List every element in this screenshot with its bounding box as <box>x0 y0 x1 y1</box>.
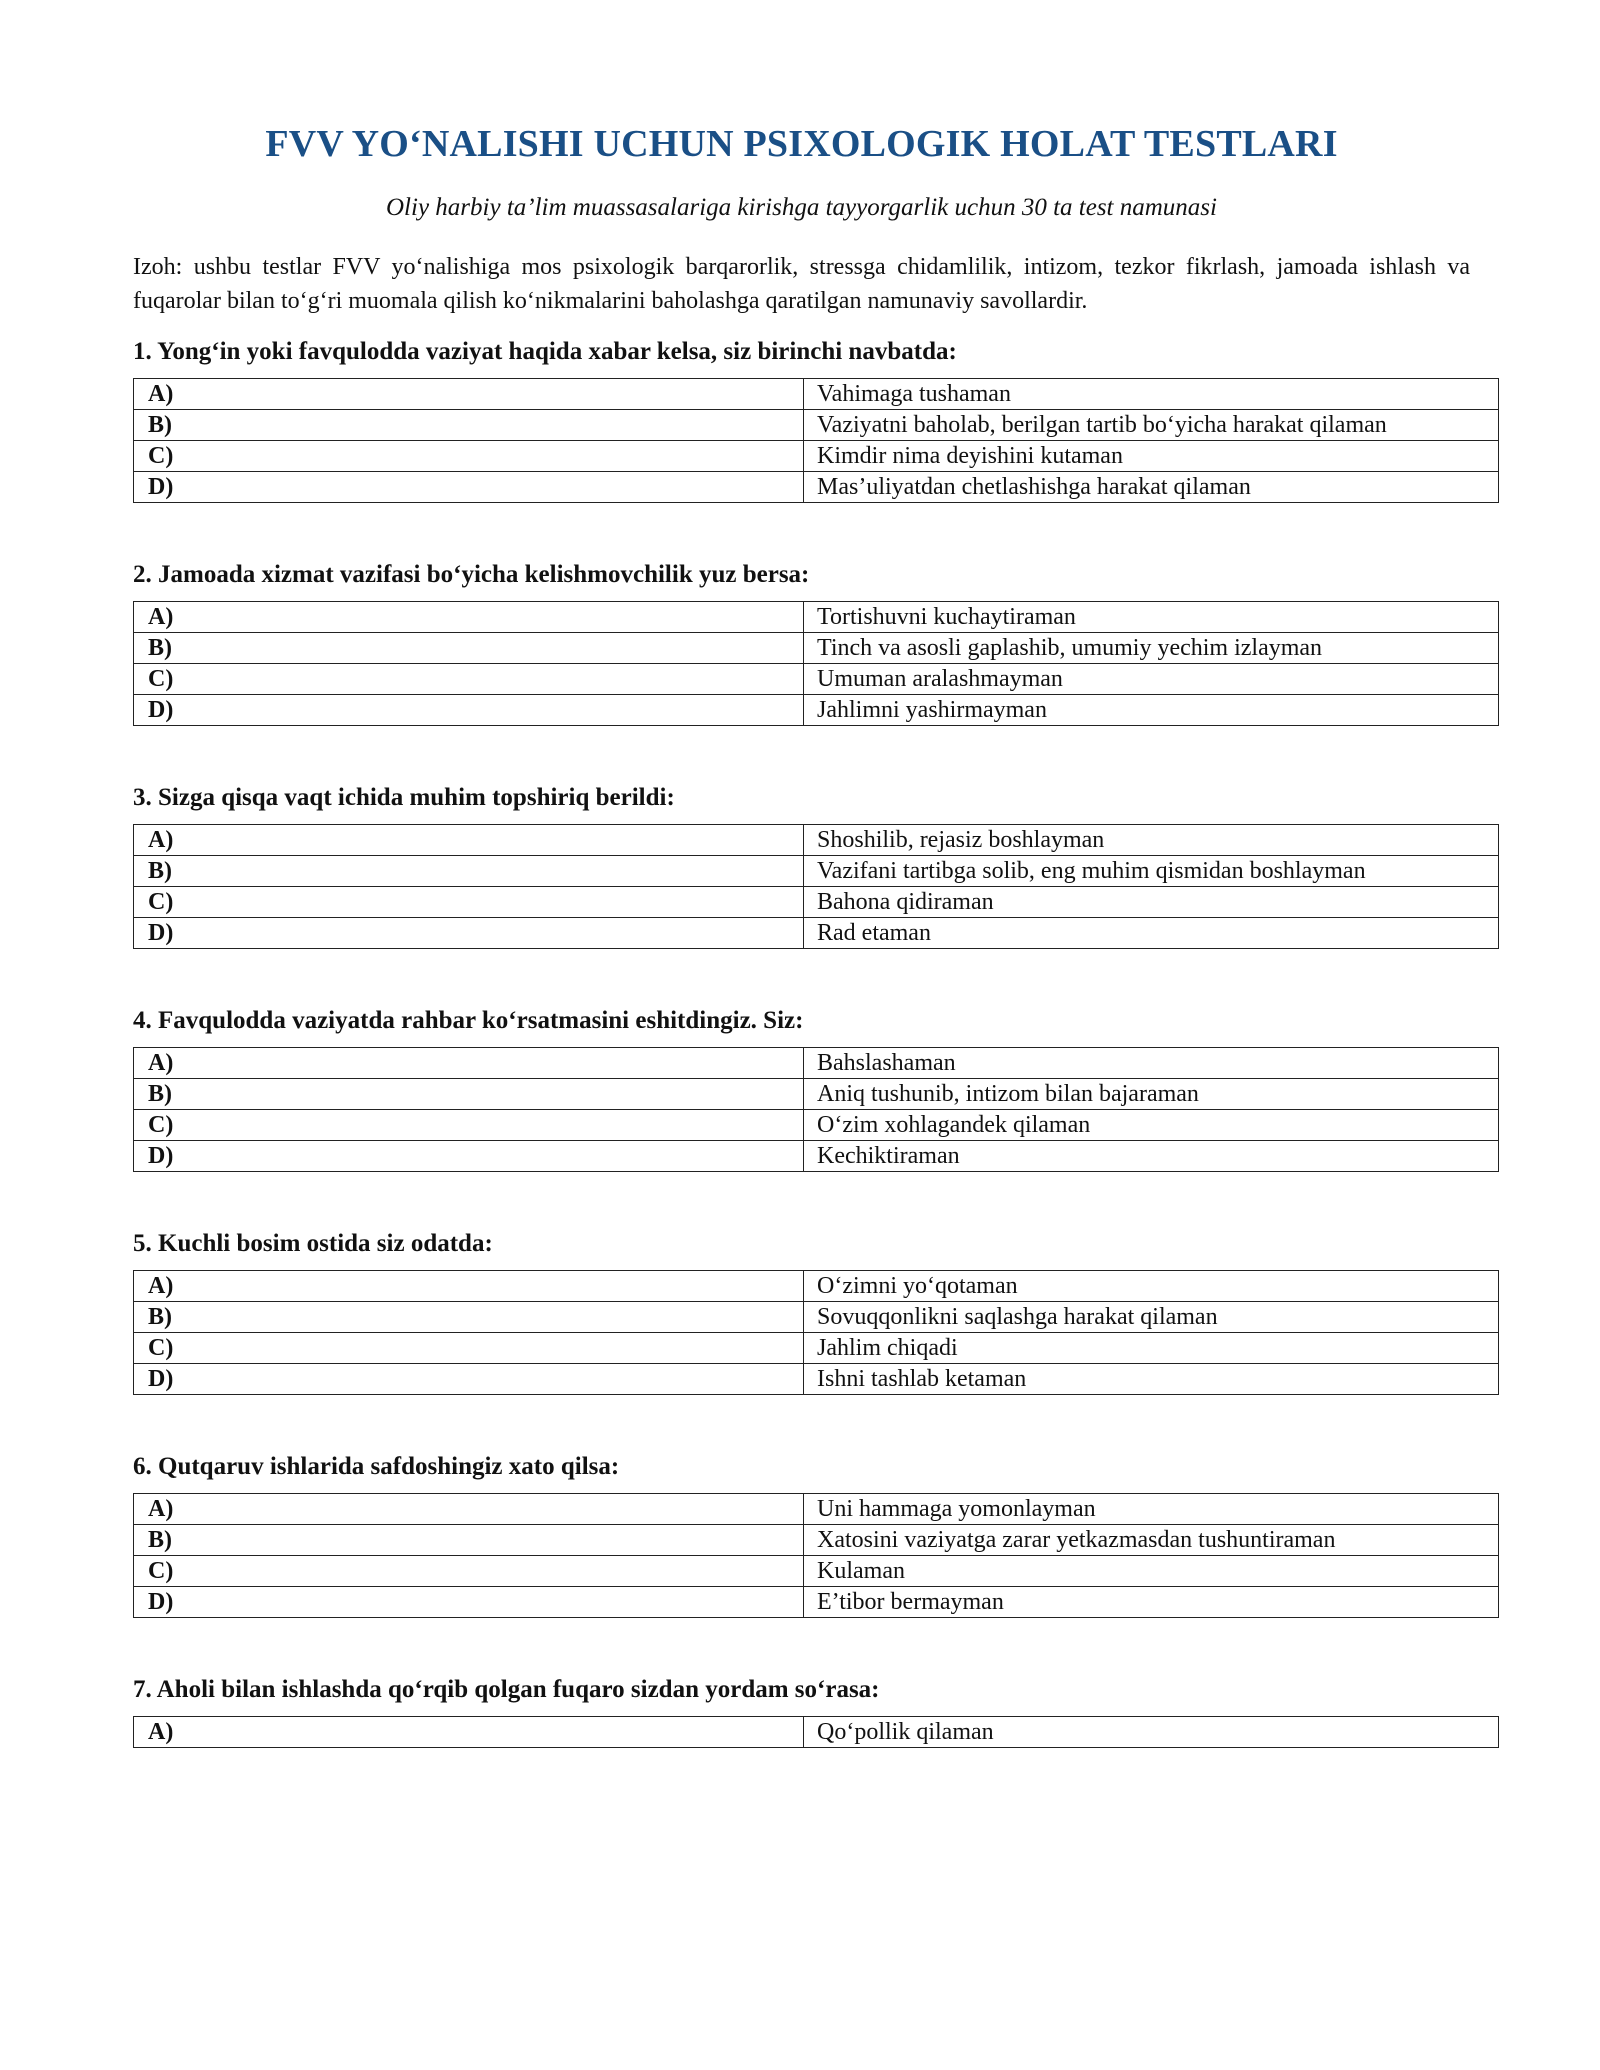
option-letter: D) <box>134 1587 804 1618</box>
question-title: 7. Aholi bilan ishlashda qo‘rqib qolgan fuqaro sizdan yordam so‘rasa: <box>133 1676 880 1703</box>
question-list <box>133 336 1470 1748</box>
option-text: Kimdir nima deyishini kutaman <box>804 441 1499 472</box>
option-text: Tinch va asosli gaplashib, umumiy yechim izlayman <box>804 633 1499 664</box>
answer-options-table <box>133 601 1499 726</box>
answer-option-row <box>134 1587 1499 1618</box>
answer-option-row <box>134 1302 1499 1333</box>
option-text: Shoshilib, rejasiz boshlayman <box>804 825 1499 856</box>
option-text: O‘zimni yo‘qotaman <box>804 1271 1499 1302</box>
option-text: Jahlim chiqadi <box>804 1333 1499 1364</box>
option-letter: D) <box>134 1364 804 1395</box>
question-block <box>133 559 1470 726</box>
option-letter: A) <box>134 602 804 633</box>
answer-options-table <box>133 378 1499 503</box>
option-letter: B) <box>134 1079 804 1110</box>
question-title: 2. Jamoada xizmat vazifasi bo‘yicha kelishmovchilik yuz bersa: <box>133 561 810 588</box>
option-text: Vaziyatni baholab, berilgan tartib bo‘yicha harakat qilaman <box>804 410 1499 441</box>
answer-option-row <box>134 1556 1499 1587</box>
question-title: 6. Qutqaruv ishlarida safdoshingiz xato qilsa: <box>133 1453 620 1480</box>
option-text: Bahona qidiraman <box>804 887 1499 918</box>
document-note: Izoh: ushbu testlar FVV yo‘nalishiga mos psixologik barqarorlik, stressga chidamlilik, intizom, tezkor fikrlash, jamoada ishlash va fuqarolar bilan to‘g‘ri muomala qilish ko‘nikmalarini baholashga qaratilgan namunaviy savollardir. <box>133 254 1470 314</box>
option-letter: D) <box>134 1141 804 1172</box>
option-letter: B) <box>134 1302 804 1333</box>
answer-option-row <box>134 1079 1499 1110</box>
answer-options-table <box>133 1047 1499 1172</box>
option-text: Bahslashaman <box>804 1048 1499 1079</box>
option-letter: A) <box>134 1717 804 1748</box>
answer-options-table <box>133 1493 1499 1618</box>
answer-option-row <box>134 856 1499 887</box>
option-text: Vazifani tartibga solib, eng muhim qismidan boshlayman <box>804 856 1499 887</box>
answer-option-row <box>134 918 1499 949</box>
option-text: Vahimaga tushaman <box>804 379 1499 410</box>
question-title: 5. Kuchli bosim ostida siz odatda: <box>133 1230 493 1257</box>
option-text: Xatosini vaziyatga zarar yetkazmasdan tushuntiraman <box>804 1525 1499 1556</box>
answer-option-row <box>134 1717 1499 1748</box>
answer-option-row <box>134 410 1499 441</box>
option-letter: A) <box>134 1494 804 1525</box>
document-page <box>133 0 1470 1748</box>
answer-options-table <box>133 824 1499 949</box>
option-text: Rad etaman <box>804 918 1499 949</box>
option-text: Umuman aralashmayman <box>804 664 1499 695</box>
answer-options-table <box>133 1716 1499 1748</box>
option-text: Tortishuvni kuchaytiraman <box>804 602 1499 633</box>
question-block <box>133 1005 1470 1172</box>
option-text: Ishni tashlab ketaman <box>804 1364 1499 1395</box>
option-text: Kechiktiraman <box>804 1141 1499 1172</box>
answer-option-row <box>134 825 1499 856</box>
answer-option-row <box>134 1333 1499 1364</box>
answer-option-row <box>134 379 1499 410</box>
question-block <box>133 1228 1470 1395</box>
question-block <box>133 1451 1470 1618</box>
answer-option-row <box>134 1141 1499 1172</box>
document-title: FVV YO‘NALISHI UCHUN PSIXOLOGIK HOLAT TESTLARI <box>265 123 1338 165</box>
option-letter: D) <box>134 472 804 503</box>
option-letter: B) <box>134 633 804 664</box>
answer-options-table <box>133 1270 1499 1395</box>
option-text: E’tibor bermayman <box>804 1587 1499 1618</box>
answer-option-row <box>134 695 1499 726</box>
option-letter: B) <box>134 856 804 887</box>
option-letter: C) <box>134 1333 804 1364</box>
answer-option-row <box>134 1494 1499 1525</box>
option-letter: C) <box>134 1556 804 1587</box>
answer-option-row <box>134 633 1499 664</box>
option-letter: C) <box>134 1110 804 1141</box>
question-title: 4. Favqulodda vaziyatda rahbar ko‘rsatmasini eshitdingiz. Siz: <box>133 1007 804 1034</box>
answer-option-row <box>134 1048 1499 1079</box>
question-title: 1. Yong‘in yoki favqulodda vaziyat haqida xabar kelsa, siz birinchi navbatda: <box>133 338 957 365</box>
answer-option-row <box>134 1525 1499 1556</box>
option-text: Jahlimni yashirmayman <box>804 695 1499 726</box>
answer-option-row <box>134 472 1499 503</box>
option-text: Sovuqqonlikni saqlashga harakat qilaman <box>804 1302 1499 1333</box>
answer-option-row <box>134 664 1499 695</box>
question-block <box>133 1674 1470 1748</box>
option-letter: C) <box>134 887 804 918</box>
answer-option-row <box>134 1271 1499 1302</box>
answer-option-row <box>134 1364 1499 1395</box>
option-letter: C) <box>134 441 804 472</box>
option-letter: C) <box>134 664 804 695</box>
document-subtitle: Oliy harbiy ta’lim muassasalariga kirishga tayyorgarlik uchun 30 ta test namunasi <box>386 194 1217 221</box>
option-letter: A) <box>134 825 804 856</box>
option-letter: A) <box>134 379 804 410</box>
option-letter: B) <box>134 1525 804 1556</box>
answer-option-row <box>134 887 1499 918</box>
question-block <box>133 336 1470 503</box>
option-letter: D) <box>134 695 804 726</box>
option-letter: A) <box>134 1271 804 1302</box>
option-text: Mas’uliyatdan chetlashishga harakat qilaman <box>804 472 1499 503</box>
option-text: Kulaman <box>804 1556 1499 1587</box>
answer-option-row <box>134 441 1499 472</box>
question-title: 3. Sizga qisqa vaqt ichida muhim topshiriq berildi: <box>133 784 675 811</box>
answer-option-row <box>134 602 1499 633</box>
option-letter: B) <box>134 410 804 441</box>
option-text: O‘zim xohlagandek qilaman <box>804 1110 1499 1141</box>
option-text: Qo‘pollik qilaman <box>804 1717 1499 1748</box>
question-block <box>133 782 1470 949</box>
option-text: Aniq tushunib, intizom bilan bajaraman <box>804 1079 1499 1110</box>
answer-option-row <box>134 1110 1499 1141</box>
option-letter: A) <box>134 1048 804 1079</box>
option-letter: D) <box>134 918 804 949</box>
option-text: Uni hammaga yomonlayman <box>804 1494 1499 1525</box>
